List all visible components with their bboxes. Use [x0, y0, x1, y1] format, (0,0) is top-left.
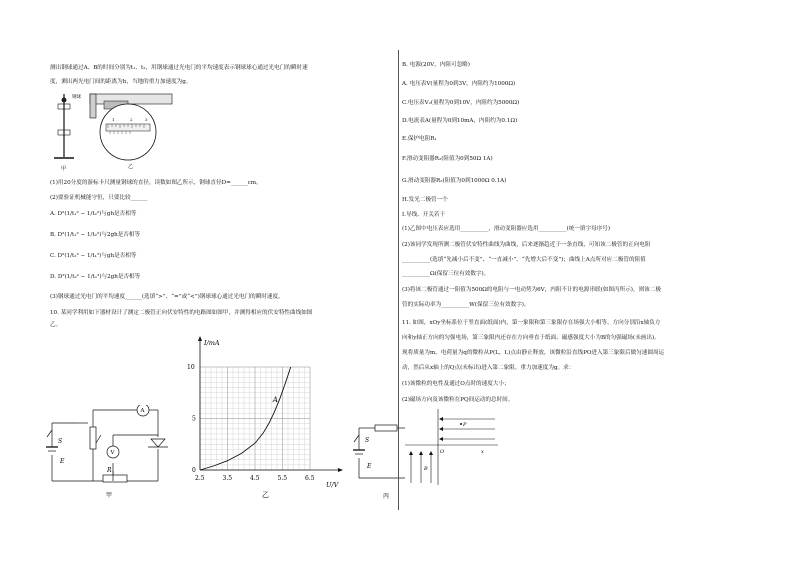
item-f-rheostat: F.滑动变阻器R₂(阻值为0到50Ω 1A) [402, 156, 493, 162]
scale-label-2: 2 [130, 117, 133, 122]
q11-line-b: 向和y轴正方向的匀强电场，第三象限内还存在方向垂直于纸面、磁感强度大小为B的匀强磁场(未画出)。 [402, 335, 660, 341]
circuit-jia [38, 405, 188, 500]
question-3: (3)钢球通过光电门的平均速度______(选填“>”、“=”或“<”)钢球球心通过光电门的瞬时速度。 [50, 294, 284, 300]
switch-label-bing: S [365, 437, 370, 444]
q11-line-c: 现将质量为m、电荷量为q的微粒从P(L，L)点由静止释放，该微粒沿直线PO进入第三象限后做匀速圆周运 [402, 350, 665, 356]
circuit-bing-caption: 丙 [383, 493, 390, 500]
item-g-rheostat: G.滑动变阻器R₃(阻值为0到1000Ω 0.1A) [402, 178, 507, 184]
y-axis-label: I/mA [204, 339, 220, 347]
item-c-voltmeter: C.电压表V₂(量程为0到10V，内阻约为5000Ω) [402, 100, 520, 106]
x-tick-label: 3.5 [222, 475, 233, 482]
item-e-resistor: E.保护电阻R₁ [402, 136, 437, 142]
item-h-diode: H.发光二极管一个 [402, 197, 448, 203]
part-3-line-b: 管的实际功率为__________W(保留三位有效数字)。 [402, 302, 530, 308]
x-label: x [481, 449, 484, 455]
switch-label: S [58, 438, 63, 445]
x-tick-label: 4.5 [250, 475, 260, 482]
question-10-line-1: 10. 某同学利用如下器材设计了测定二极管正向伏安特性的电路图如图甲，并测得相应的伏安特性曲线如图 [50, 310, 313, 316]
emf-label: E [60, 458, 65, 465]
point-p-label: P [463, 422, 467, 428]
option-c: C. D²(1/t₂² − 1/t₁²)与gh是否相等 [50, 253, 137, 259]
ammeter-label: A [140, 408, 145, 414]
resistor-label: R [107, 467, 112, 474]
item-i-wires: I.导线、开关若干 [402, 212, 446, 218]
question-1: (1)用20分度的游标卡尺测量钢球的直径，读数如图乙所示，钢球直径D=______cm。 [50, 180, 262, 186]
circuit-jia-caption: 甲 [106, 492, 113, 499]
field-diagram [403, 407, 503, 487]
x-tick-labels [195, 475, 315, 482]
caliper-figure [50, 92, 175, 174]
figure-jia-label: 甲 [61, 166, 67, 172]
scale-label-1: 1 [112, 117, 115, 122]
origin-o-label: O [440, 449, 445, 455]
iv-curve-chart [186, 335, 346, 500]
q11-line-a: 11. 如图，xOy坐标系位于竖直面(纸面)内，第一象限和第三象限存在场强大小相等、方向分别沿x轴负方 [402, 320, 661, 326]
y-tick-label: 0 [192, 467, 196, 474]
chart-grid [200, 367, 310, 470]
scale-label-3: 3 [145, 117, 148, 122]
option-b: B. D²(1/t₁² − 1/t₂²)与2gh是否相等 [50, 232, 141, 238]
part-2-line-a: (2)该同学发现所测二极管伏安特性曲线为曲线，后来逐渐趋近于一条直线，可知该二极管的正向电阻 [402, 242, 651, 248]
part-2-line-c: __________Ω(保留三位有效数字)。 [402, 271, 490, 277]
part-1: (1)乙图中电压表应选用__________，滑动变阻器应选用__________(统一填字母序号) [402, 226, 611, 232]
option-d: D. D²(1/t₂² − 1/t₁²)与2gh是否相等 [50, 274, 141, 280]
question-10-line-2: 乙。 [50, 322, 62, 328]
x-tick-label: 5.5 [277, 475, 288, 482]
resistor-subscript: 1 [112, 470, 115, 475]
b-label: B [424, 466, 428, 472]
column-divider [398, 50, 399, 510]
option-a: A. D²(1/t₁² − 1/t₂²)与gh是否相等 [50, 211, 137, 217]
x-tick-label: 2.5 [195, 475, 205, 482]
chart-caption: 乙 [262, 491, 269, 499]
x-tick-label: 6.5 [305, 475, 315, 482]
intro-line-1: 测出钢球通过A、B的时间分别为t₁、t₂，用钢球通过光电门的平均速度表示钢球球心通过光电门的瞬时速 [50, 65, 308, 71]
q11-line-d: 动，然后从x轴上的Q点(未标出)进入第二象限。重力加速度为g。求： [402, 365, 575, 371]
point-a-label: A [272, 395, 278, 404]
q11-subquestion-1: (1)该微粒的电性及通过O点时的速度大小； [402, 381, 510, 387]
q11-subquestion-2: (2)磁场方向及该微粒在PQ间运动的总时间。 [402, 397, 514, 403]
intro-line-2: 度，测出两光电门间的距离为h，当地的重力加速度为g。 [50, 79, 192, 85]
item-b-power: B. 电源(20V，内阻可忽略) [402, 62, 470, 68]
y-tick-labels [187, 364, 196, 474]
voltmeter-label: V [110, 450, 115, 456]
x-axis-label: U/V [326, 481, 339, 489]
part-2-line-b: __________(选填“先减小后不变”、“一直减小”、“先增大后不变”)；曲线上A点所对应二极管的阻值 [402, 257, 646, 263]
steel-ball-label: 钢球 [72, 95, 81, 100]
emf-label-bing: E [367, 463, 372, 470]
item-a-voltmeter: A. 电压表V(量程为0到3V，内阻约为1000Ω) [402, 81, 516, 87]
item-d-ammeter: D.电流表A(量程为0到10mA，内阻约为0.1Ω) [402, 118, 518, 124]
y-tick-label: 5 [192, 415, 196, 423]
question-2: (2)要验证机械能守恒，只要比较______ [50, 195, 148, 201]
part-3-line-a: (3)将该二极管通过一阻值为500Ω的电阻与一电动势为6V，内阻不计的电源串联(如图丙所示)，则该二极 [402, 287, 661, 293]
figure-yi-label: 乙 [128, 164, 134, 170]
y-tick-label: 10 [187, 364, 195, 371]
